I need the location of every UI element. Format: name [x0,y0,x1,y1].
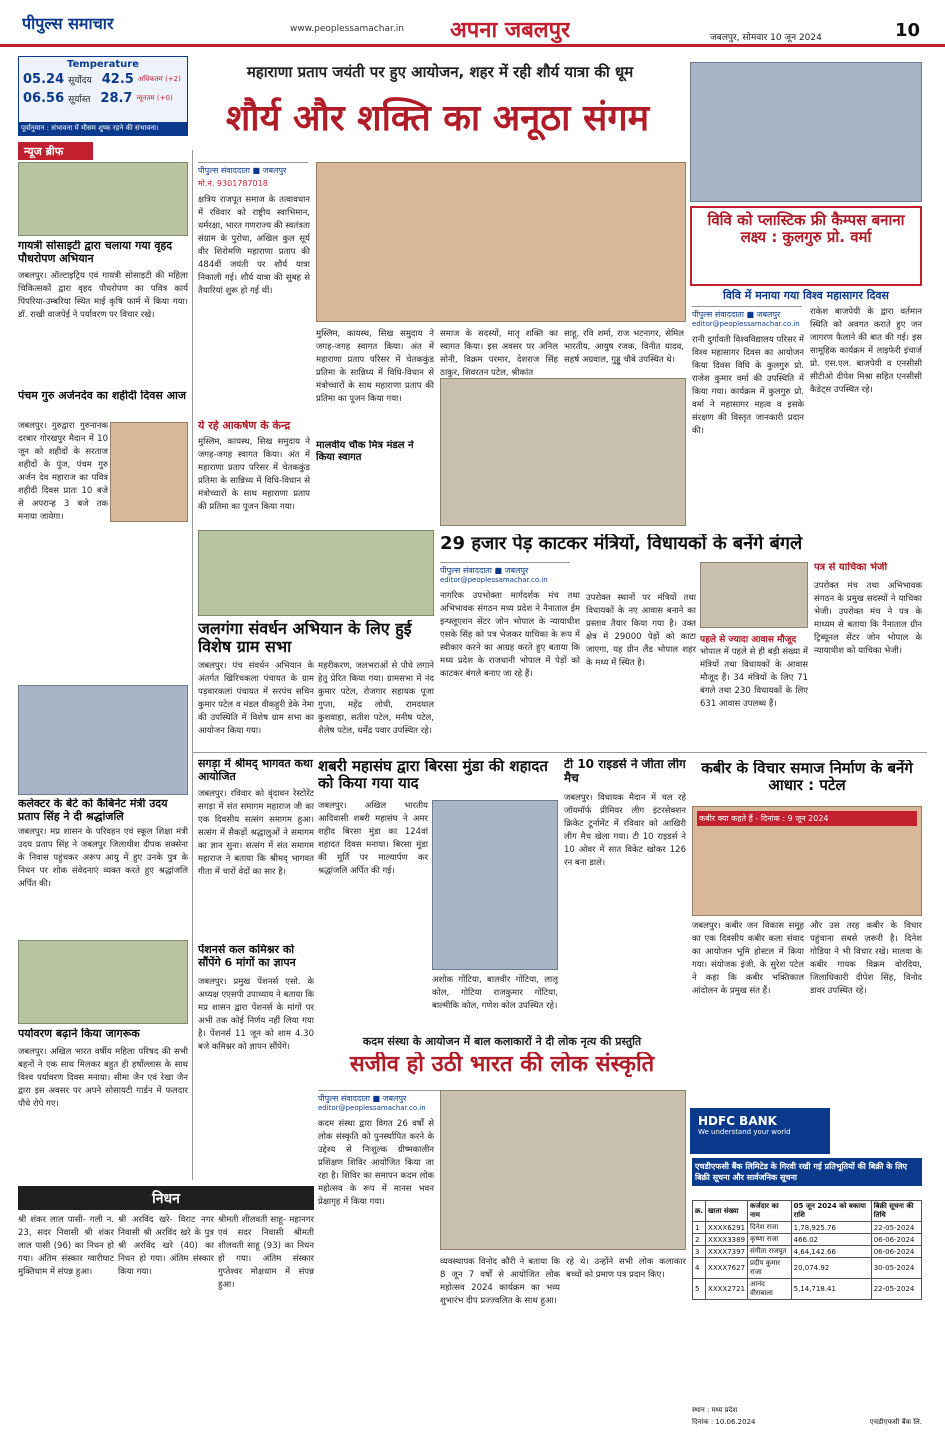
lead-col2: मुस्लिम, कायस्थ, सिख समुदाय ने जगह-जगह स्वागत किया। अंत में महाराणा प्रताप परिसर में चेतककुंड प्रतिमा के सान्निध्य में विधि-विधान से मंत्रोच्चारों के साथ महाराणा प्रताप की प्रतिमा का पूजन किया गया। [316,329,434,404]
plastic-headline: विवि को प्लास्टिक फ्री कैम्पस बनाना लक्ष्य : कुलगुरु प्रो. वर्मा [707,211,905,247]
sunrise-time: 05.24 [23,72,65,87]
plastic-byline: पीपुल्स संवाददाता ■ जबलपुर [692,306,802,320]
trees-body: नागरिक उपभोक्ता मार्गदर्शक मंच तथा अभिभावक संगठन मध्य प्रदेश ने नैनाताल ईम इन्फ्लूएशन सेंटर जोन भोपाल के न्यायाधीश एसके सिंह को पत्र भेजकर याचिका के रूप में स्वीकार करने का आग्रह करते हुए बताया कि मध्य प्रदेश के राजधानी भोपाल में पेड़ों को काटकर बंगले बनाए जा रहे हैं। [440,591,580,679]
trees-sub: पत्र से याचिका भेजी [814,562,888,573]
bank-table-cell: प्रदीप कुमार राजा [748,1258,792,1279]
kadam-byline: पीपुल्स संवाददाता ■ जबलपुर [318,1090,448,1104]
bank-place: स्थान : मध्य प्रदेश [692,1406,738,1414]
ganga-col2: महरीकरण, जलभराओं से पौधे लगाने हेतु प्रेरित किया गया। ग्रामसभा में नंद कुमार पटेल, रोजगार सहायक पूजा गुप्ता, महेंद्र लोधी, रामदयाल कुशवाहा, सतीश पटेल, मनीष पटेल, शैलेष पटेल, धर्मेंद्र पवार उपस्थित रहे। [318,661,434,736]
bank-table-cell: 5 [693,1279,706,1300]
bank-table-row [693,1258,922,1279]
bank-table-header [693,1201,922,1222]
minister-photo [18,685,188,795]
bank-table-cell: 30-05-2024 [871,1258,921,1279]
bank-table-cell: XXXX2721 [706,1279,748,1300]
lead-photo-women [440,378,686,526]
header-rule [0,44,945,47]
bank-table-cell: 1 [693,1222,706,1234]
bank-table-header-cell: खाता संख्या [706,1201,748,1222]
bank-table-cell: 22-05-2024 [871,1222,921,1234]
bank-table-cell: संगीता राजपूत [748,1246,792,1258]
guru-illustration [110,422,188,522]
trees-photo-caption: पहले से ज्यादा आवास मौजूद [700,635,797,645]
masthead-brand: पीपुल्स समाचार [22,14,114,33]
trees-col2: उपरोक्त स्थानों पर मंत्रियों तथा विधायकों के नए आवास बनाने का प्रस्ताव तैयार किया गया है। उक्त क्षेत्र में 29000 पेड़ों को काटा जाएगा, यह ग्रीन लैंड भोपाल शहर के मध्य में स्थित है। [586,593,696,668]
bank-table-cell: 20,074.92 [791,1258,871,1279]
kabir-banner: कबीर क्या कहते हैं - दिनांक : 9 जून 2024 [697,811,917,826]
max-temp: 42.5 [101,72,134,87]
bank-table-cell: आनंद वीराबाला [748,1279,792,1300]
lead-kicker: महाराणा प्रताप जयंती पर हुए आयोजन, शहर में रही शौर्य यात्रा की धूम [246,63,634,81]
sunrise-row [19,70,187,89]
plastic-subhead: विवि में मनाया गया विश्व महासागर दिवस [723,289,889,302]
bank-table-header-cell: क्र. [693,1201,706,1222]
obituary-col1: श्री शंकर लाल पासी- गली न. 23, सदर निवासी श्री शंकर लाल पासी (96) का निधन हो गया। अंतिम संस्कार ग्वारीघाट मुक्तिधाम में संपन्न हुआ। [18,1215,114,1277]
lead-sub2: मालवीय चौक मित्र मंडल ने किया स्वागत [316,440,414,463]
issue-date: जबलपुर, सोमवार 10 जून 2024 [710,33,822,43]
bank-table-cell: XXXX7627 [706,1258,748,1279]
bank-table-cell: 22-05-2024 [871,1279,921,1300]
bank-date: दिनांक : 10.06.2024 [692,1418,756,1426]
page-number: 10 [895,20,921,41]
kadam-col2: व्यवस्थापक विनोद कौरी ने बताया कि 8 जून 7 वर्षों से आयोजित लोक महोत्सव 2024 कार्यक्रम का भव्य शुभारंभ दीप प्रज्ज्वलित के साथ हुआ। [440,1257,560,1306]
brief-guru-body: जबलपुर। गुरुद्वारा गुरुनानक दरबार गोरखपुर मैदान में 10 जून को शहीदों के सरताज शहीदों के पुंज, पंचम गुरु अर्जन देव महाराज का पवित्र शहीदी दिवस प्रातः 10 बजे से अपरान्ह 3 बजे तक मनाया जायेगा। [18,421,108,522]
trees-byline: पीपुल्स संवाददाता ■ जबलपुर [440,562,570,576]
bank-table-cell: 466.02 [791,1234,871,1246]
kadam-email[interactable]: editor@peoplessamachar.co.in [318,1104,426,1112]
pension-headline: पेंशनर्स कल कमिश्नर को सौंपेंगे 6 मांगों का ज्ञापन [198,944,296,969]
obituary-title: निधन [18,1186,314,1210]
university-photo [690,62,922,202]
kadam-body: कदम संस्था द्वारा विगत 26 वर्षों से लोक संस्कृति को पुनर्स्थापित करने के उद्देश्य से निःशुल्क ग्रीष्मकालीन प्रशिक्षण शिविर आयोजित किया जा रहा है। शिविर का समापन कदम लोक महोत्सव के रूप में मानस भवन प्रेक्षागृह में किया गया। [318,1119,434,1207]
environment-photo [18,940,188,1024]
lead-col3: समाज के सदस्यों, मातृ शक्ति का स्वागत किया। इस अवसर पर अनिल सोनी, विक्रम परमार, देशराज सिंह ठाकुर, शिवरतन पटेल, श्रीकांत [440,329,558,378]
trees-col3: भोपाल में पहले से ही बड़ी संख्या में मंत्रियों तथा विधायकों के आवास मौजूद हैं। 34 मंत्रियों के लिए 71 बंगले तथा 230 विधायकों के लिए 631 आवास उपलब्ध हैं। [700,647,808,709]
bank-notice-title: एचडीएफसी बैंक लिमिटेड के गिरवी रखी गई प्रतिभूतियों की बिक्री के लिए बिक्री सूचना और सार्वजनिक सूचना [692,1158,922,1186]
ganga-body: जबलपुर। पंच संवर्धन अभियान के अंतर्गत खिरिचकला पंचायत के ग्राम पड़वारकलां पंचायत में सरपंच सचिन कुमार पटेल व मंडल वीकहुरी डेके नेमा की उपस्थिति में विशेष ग्राम सभा का आयोजन किया गया। [198,661,314,736]
temperature-title: Temperature [67,59,139,70]
plantation-photo [18,162,188,236]
brief-environment-body: जबलपुर। अखिल भारत वर्षीय महिला परिषद की सभी बहनों ने एक साथ मिलकर बहुत ही हर्षोल्लास के साथ विश्व पर्यावरण दिवस मनाया। सीमा जैन एवं रेखा जैन द्वारा इस अवसर पर अपने सोसायटी गार्डन में फलदार पौधे रोपे गए। [18,1047,188,1109]
obituary-col2: श्री अरविंद खरे- विराट नगर निवासी श्री अरविंद खरे के पुत्र श्री अरविंद खरे (40) का निधन हो गया। अंतिम संस्कार किया गया। [118,1215,214,1277]
bank-table-cell: 3 [693,1246,706,1258]
weather-forecast: पूर्वानुमान : संभावना में मौसम शुष्क रहने की संभावना। [18,122,188,136]
brief-plantation-headline: गायत्री सोसाइटी द्वारा चलाया गया वृहद पौधरोपण अभियान [18,240,173,265]
sunrise-label: सूर्योदय [68,76,92,86]
trees-photo [700,562,808,628]
bank-table-cell: 5,14,718.41 [791,1279,871,1300]
bank-table-cell: XXXX6291 [706,1222,748,1234]
bank-notice-table-wrap [692,1200,922,1400]
lead-body: क्षत्रिय राजपूत समाज के तत्वावधान में रविवार को राष्ट्रीय स्वाभिमान, धर्मरक्षा, भारत गणराज्य की स्वतंत्रता संग्राम के पुरोधा, अखिल कुल सूर्य वीर शिरोमणि महाराणा प्रताप की 484वीं जयंती पर शौर्य यात्रा निकाली गई। शौर्य यात्रा की सुबह से तैयारियां शुरू हो गई थीं। [198,195,310,296]
plastic-body: रानी दुर्गावती विश्वविद्यालय परिसर में विश्व महासागर दिवस का आयोजन किया दिवस विधि के कुलगुरु प्रो. राजेश कुमार वर्मा की उपस्थिति में किया गया। कार्यक्रम में कुलगुरु प्रो. वर्मा ने महासागर महत्व व इसके संरक्षण की विस्तृत जानकारी प्रदान की। [692,335,804,436]
bank-table-row [693,1246,922,1258]
kabir-headline: कबीर के विचार समाज निर्माण के बनेंगे आधार : पटेल [701,760,913,795]
bank-notice-table [692,1200,922,1300]
bank-table-cell: 4 [693,1258,706,1279]
bank-name: HDFC BANK [698,1114,777,1128]
bank-table-row [693,1234,922,1246]
news-brief-label: न्यूज ब्रीफ [18,142,93,160]
sunset-row [19,89,187,108]
brief-environment-headline: पर्यावरण बढ़ाने किया जागरूक [18,1028,140,1040]
bhagwat-body: जबलपुर। रविवार को वृंदावन रेस्टोरेंट सगड़ा में संत समागम महाराज जी का एक दिवसीय सत्संग समागम हुआ। सत्संग में सैकड़ों श्रद्धालुओं ने समागम का ज्ञान सुना। सत्संग में संत समागम महाराज ने बताया कि श्रीमद् भागवत गीता में चारों वेदों का सार है। [198,789,314,877]
kabir-col2: और उस तरह कबीर के विचार पहुंचाना सबसे ज़रूरी है। दिनेश गोडिया ने भी विचार रखे। मालवा के कबीर गायक विक्रम वोरदिया, जिलाधिकारी दीपेश सिंह, विनोद डावर उपस्थित रहे। [810,921,922,996]
brief-plantation-body: जबलपुर। ऑल्टाइट्रिय एवं गायत्री सोसाइटी की महिला चिकित्सकों द्वारा वृहद पौधरोपण का पवित्र कार्य पिपरिया-उम्बरिया स्थित मार्ई कृषि फार्म में किया गया। डॉ. राखी वाजपेई ने पर्यावरण पर विचार रखे। [18,271,188,320]
bank-signatory: एचडीएफसी बैंक लि. [869,1418,922,1426]
bank-table-cell: XXXX3389 [706,1234,748,1246]
birsa-body: जबलपुर। अखिल भारतीय आदिवासी शबरी महासंघ ने अमर शहीद बिरसा मुंडा का 124वां शहादत दिवस मनाया। बिरसा मुंडा की मूर्ति पर माल्यार्पण कर श्रद्धांजलि अर्पित की गई। [318,801,428,876]
bank-table-cell: XXXX7397 [706,1246,748,1258]
bank-table-cell: कृष्णा राजा [748,1234,792,1246]
birsa-col2: अशोक गोंटिया, बालवीर गोंटिया, लालू कोल, गोटिया राजकुमार गोंटिया, बाल्मीकि कोल, गणेश कोल उपस्थित रहे। [432,975,558,1011]
lead-headline: शौर्य और शक्ति का अनूठा संगम [225,98,650,139]
obituary-col3: श्रीमती शीलवती साहू- महानगर एवं सदर निवासी श्रीमती शीलवती साहू (93) का निधन हो गया। अंतिम संस्कार गुप्तेश्वर मोक्षधाम में संपन्न हुआ। [218,1215,314,1290]
sunset-label: सूर्यास्त [68,95,91,105]
trees-col4: उपरोक्त मंच तथा अभिभावक संगठन के प्रमुख सदस्यों ने याचिका भेजी। उपरोक्त मंच ने पत्र के माध्यम से बताया कि नैनाताल ग्रीन ट्रिब्यूनल सेंटर जोन भोपाल के न्यायाधीश को याचिका भेजी। [814,581,922,656]
bank-table-header-cell: कर्जदार का नाम [748,1201,792,1222]
birsa-headline: शबरी महासंघ द्वारा बिरसा मुंडा की शहादत को किया गया याद [318,758,548,793]
bank-table-row [693,1279,922,1300]
bhagwat-headline: सगड़ा में श्रीमद् भागवत कथा आयोजित [198,758,313,783]
birsa-photo [432,800,558,970]
bank-tagline: We understand your world [698,1128,791,1136]
kadam-kicker: कदम संस्था के आयोजन में बाल कलाकारों ने दी लोक नृत्य की प्रस्तुति [362,1035,642,1048]
ganga-photo [198,530,434,616]
t10-body: जबलपुर। विधायक मैदान में चल रहे जॉयमॉर्फ प्रीमियर लीग इंटरसेक्शन क्रिकेट टूर्नामेंट में रविवार को आखिरी लीग मैच खेला गया। टी 10 राइडर्स ने 10 ओवर में सात विकेट खोकर 126 रन बना डाले। [564,793,686,868]
bank-table-cell: 06-06-2024 [871,1246,921,1258]
bank-table-cell: 2 [693,1234,706,1246]
bank-table-cell: दिनेश राजा [748,1222,792,1234]
section-title: अपना जबलपुर [450,18,571,43]
bank-table-cell: 4,64,142.66 [791,1246,871,1258]
kabir-photo [692,806,922,916]
plastic-body2: राकेश बाजपेयी के द्वारा वर्तमान स्थिति को अवगत कराते हुए जन जागरण फैलाने की बात की गई। इस सामूहिक कार्यक्रम में लाइफेरी इंचार्ज प्रो. एस.एल. बाजपेयी व एनसीसी सीटीओ दीपेश मिश्रा सहित एनसीसी कैडेट्स उपस्थित रहे। [810,307,922,395]
sunset-time: 06.56 [23,91,65,106]
bank-table-cell: 06-06-2024 [871,1234,921,1246]
lead-sub1: ये रहे आकर्षण के केन्द्र [198,420,291,432]
trees-email[interactable]: editor@peoplessamachar.co.in [440,576,548,584]
bank-table-header-cell: 05 जून 2024 को बकाया राशि [791,1201,871,1222]
kadam-photo [440,1090,686,1250]
lead-col4: साहू, रवि शर्मा, राज भटनागर, सेमिल भारतीय, आयुष रजक, विनीत यादव, सहर्ष अग्रवाल, गुड्डू चौबे उपस्थित थे। [564,329,684,365]
website-url[interactable]: www.peoplessamachar.in [290,24,404,34]
kabir-body: जबलपुर। कबीर जन विकास समूह का एक दिवसीय कबीर कला संवाद का आयोजन भूमि होस्टल में किया गया। संयोजक इंजी. के सुरेश पटेल ने कहा कि कबीर भक्तिकाल आंदोलन के प्रमुख संत हैं। [692,921,804,996]
bank-table-header-cell: बिक्री सूचना की तिथि [871,1201,921,1222]
pension-body: जबलपुर। प्रमुख पेंशनर्स एसो. के अध्यक्ष एएसपी उपाध्याय ने बताया कि मप्र शासन द्वारा पेंशनर्स के मांगों पर अभी तक कोई निर्णय नहीं लिया गया है। पेंशनर्स 11 जून को शाम 4.30 बजे कमिश्नर को ज्ञापन सौंपेंगे। [198,977,314,1052]
bank-logo [690,1108,830,1154]
lead-phone: मो.नं. 9301787018 [198,179,268,188]
t10-headline: टी 10 राइडर्स ने जीता लीग मैच [564,758,686,785]
bank-table-cell: 1,78,925.76 [791,1222,871,1234]
bank-table-row [693,1222,922,1234]
min-label: न्यूनतम (+0) [136,94,173,102]
max-label: अधिकतम (+2) [137,75,181,83]
brief-collector-body: जबलपुर। मप्र शासन के परिवहन एवं स्कूल शिक्षा मंत्री उदय प्रताप सिंह ने जबलपुर जिलाधीश दीपक सक्सेना के निवास पहुंचकर अरूप आयु में हुए उनके पुत्र के निधन पर शोक संवेदनाएं व्यक्त करते हुए श्रद्धांजलि अर्पित की। [18,827,188,889]
plastic-headline-box [690,206,922,286]
min-temp: 28.7 [100,91,133,106]
brief-collector-headline: कलेक्टर के बेटे को कैबिनेट मंत्री उदय प्रताप सिंह ने दी श्रद्धांजलि [18,798,168,823]
plastic-email[interactable]: editor@peoplessamachar.co.in [692,320,800,328]
trees-headline: 29 हजार पेड़ काटकर मंत्रियों, विधायकों के बनेंगे बंगले [440,534,803,554]
kadam-col3: रहे थे। उन्होंने सभी लोक कलाकार बच्चों को प्रमाण पत्र प्रदान किए। [566,1257,686,1280]
kadam-headline: सजीव हो उठी भारत की लोक संस्कृति [349,1052,655,1077]
lead-sub1-body: मुस्लिम, कायस्थ, सिख समुदाय ने जगह-जगह स्वागत किया। अंत में महाराणा प्रताप परिसर में चेतककुंड प्रतिमा के सान्निध्य में विधि-विधान से मंत्रोच्चारों के साथ महाराणा प्रताप की प्रतिमा का पूजन किया गया। [198,437,310,512]
lead-byline: पीपुल्स संवाददाता ■ जबलपुर [198,162,308,176]
ganga-headline: जलगंगा संवर्धन अभियान के लिए हुई विशेष ग्राम सभा [198,620,412,657]
brief-guru-headline: पंचम गुरु अर्जनदेव का शहीदी दिवस आज [18,390,186,402]
lead-photo-procession [316,162,686,322]
